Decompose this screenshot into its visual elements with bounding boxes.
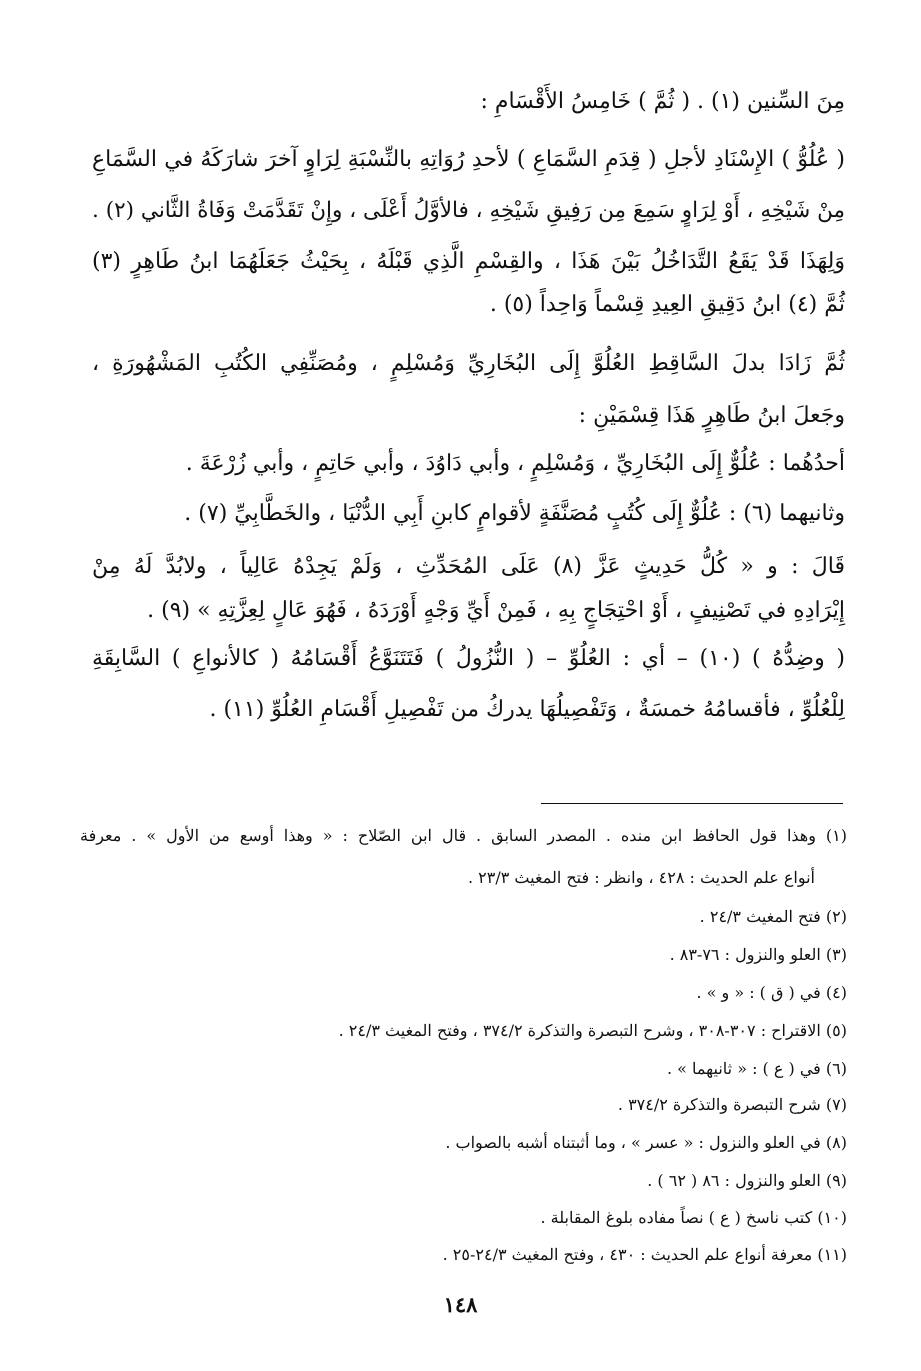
body-line: وَلِهَذَا قَدْ يَقَعُ التَّدَاخُلُ بَيْنَ هَذَا ، والقِسْمِ الَّذِي قَبْلَهُ ، بِحَيْثُ جَعَلَهُمَا ابنُ طَاهِرٍ (٣) (92, 249, 845, 274)
body-line: إِيْرَادِهِ في تَصْنِيفٍ ، أَوْ احْتِجَاجٍ بِهِ ، فَمِنْ أَيِّ وَجْهٍ أَوْرَدَهُ ، فَهُوَ عَالٍ لِعِزَّتِهِ » (٩) . (147, 598, 845, 623)
body-line: أحدُهُما : عُلُوٌّ إِلَى البُخَارِيِّ ، وَمُسْلِمٍ ، وأبي دَاوُدَ ، وأبي حَاتِمٍ ، وأبي زُرْعَةَ . (185, 451, 845, 476)
footnote: (٤) في ( ق ) : « و » . (696, 983, 847, 1002)
footnote: (٥) الاقتراح : ٣٠٧-٣٠٨ ، وشرح التبصرة والتذكرة ٣٧٤/٢ ، وفتح المغيث ٢٤/٣ . (338, 1021, 847, 1040)
footnote: (٦) في ( ع ) : « ثانيهما » . (666, 1059, 847, 1078)
page-number: ١٤٨ (443, 1292, 478, 1317)
footnote: (٢) فتح المغيث ٢٤/٣ . (699, 907, 847, 926)
footnote: (١) وهذا قول الحافظ ابن منده . المصدر السابق . قال ابن الصّلاح : « وهذا أوسع من الأول » . معرفة (80, 826, 847, 845)
body-line: ثُمَّ (٤) ابنُ دَقِيقِ العِيدِ قِسْماً وَاحِداً (٥) . (489, 292, 845, 317)
footnote: (٩) العلو والنزول : ٨٦ ( ٦٢ ) . (647, 1171, 847, 1190)
body-line: مِنَ السِّنين (١) . ( ثُمَّ ) خَامِسُ الأَقْسَامِ : (480, 89, 845, 114)
footnote: (٨) في العلو والنزول : « عسر » ، وما أثبتناه أشبه بالصواب . (445, 1133, 847, 1152)
body-line: مِنْ شَيْخِهِ ، أَوْ لِرَاوٍ سَمِعَ مِن رَفِيقِ شَيْخِهِ ، فالأوَّلُ أَعْلَى ، وإِنْ تَقَدَّمَتْ وَفَاةُ الثَّاني (٢) . (92, 198, 845, 223)
footnote: أنواع علم الحديث : ٤٢٨ ، وانظر : فتح المغيث ٢٣/٣ . (468, 868, 815, 887)
footnote: (٧) شرح التبصرة والتذكرة ٣٧٤/٢ . (617, 1095, 847, 1114)
footnote-separator (541, 803, 843, 804)
body-line: وجَعلَ ابنُ طَاهِرٍ هَذَا قِسْمَيْنِ : (578, 403, 845, 428)
footnote: (١٠) كتب ناسخ ( ع ) نصاً مفاده بلوغ المقابلة . (540, 1208, 847, 1227)
footnote: (١١) معرفة أنواع علم الحديث : ٤٣٠ ، وفتح المغيث ٢٤/٣-٢٥ . (442, 1245, 847, 1264)
footnote: (٣) العلو والنزول : ٧٦-٨٣ . (669, 945, 847, 964)
body-line: ( وضِدُّهُ ) (١٠) – أي : العُلُوِّ – ( النُّزُولُ ) فَتَتَنَوَّعُ أَقْسَامُهُ ( كالأنواعِ ) السَّابِقَةِ (92, 646, 845, 671)
body-line: لِلْعُلُوِّ ، فأقسامُهُ خمسَةٌ ، وَتَفْصِيلُهَا يدركُ من تَفْصِيلِ أَقْسَامِ العُلُوِّ (١١) . (209, 697, 845, 722)
body-line: قَالَ : و « كُلُّ حَدِيثٍ عَزَّ (٨) عَلَى المُحَدِّثِ ، وَلَمْ يَجِدْهُ عَالِياً ، ولابُدَّ لَهُ مِنْ (92, 554, 845, 579)
body-line: ( عُلُوُّ ) الإِسْنَادِ لأجلِ ( قِدَمِ السَّمَاعِ ) لأحدِ رُوَاتِهِ بالنِّسْبَةِ لِرَاوٍ آخرَ شارَكَهُ في السَّمَاعِ (92, 147, 845, 172)
body-line: ثُمَّ زَادَا بدلَ السَّاقِطِ العُلُوَّ إِلَى البُخَارِيِّ وَمُسْلِمٍ ، ومُصَنِّفِي الكُتُبِ المَشْهُورَةِ ، (92, 351, 845, 376)
body-line: وثانيهما (٦) : عُلُوٌّ إِلَى كُتُبٍ مُصَنَّفَةٍ لأقوامٍ كابنِ أَبِي الدُّنْيَا ، والخَطَّابِيِّ (٧) . (184, 501, 845, 526)
